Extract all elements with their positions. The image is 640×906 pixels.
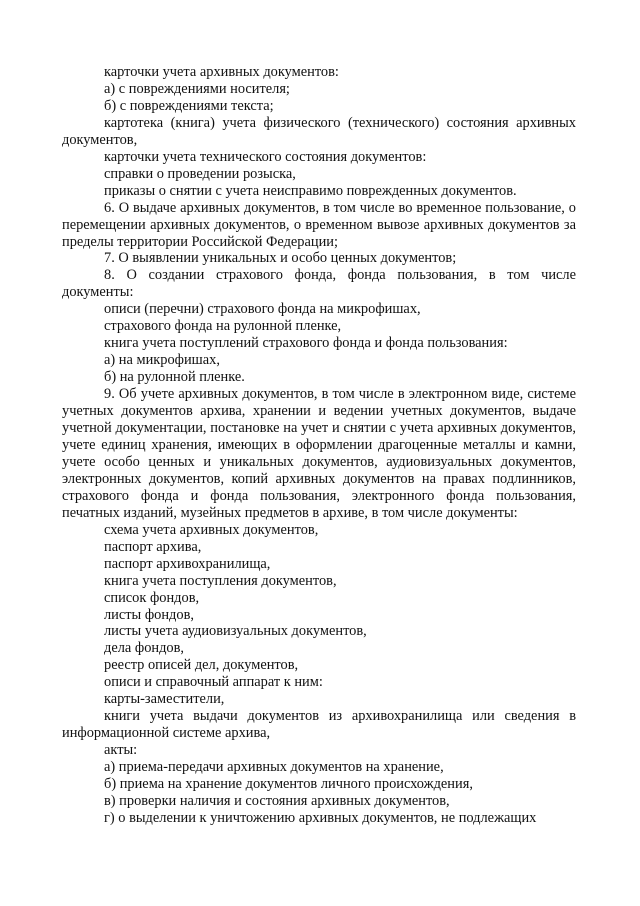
paragraph-acts: акты: [104, 742, 138, 759]
document-body [62, 64, 576, 827]
paragraph-technical-state-cards: карточки учета технического состояния документов: [104, 148, 427, 165]
paragraph-inventories-reference: описи и справочный аппарат к ним: [104, 674, 323, 691]
list-item-d-destruction: г) о выделении к уничтожению архивных документов, не подлежащих [104, 809, 537, 826]
paragraph-archive-passport: паспорт архива, [104, 538, 202, 555]
paragraph-receipts-book: книга учета поступления документов, [104, 572, 337, 589]
paragraph-audiovisual-sheets: листы учета аудиовизуальных документов, [104, 623, 367, 640]
paragraph-fund-sheets: листы фондов, [104, 606, 194, 623]
paragraph-accounting-scheme: схема учета архивных документов, [104, 521, 319, 538]
list-item-a-microfiche: а) на микрофишах, [104, 352, 220, 369]
paragraph-issuance-books: книги учета выдачи документов из архивохранилища или сведения в информационной системе архива, [62, 708, 576, 742]
paragraph-microfiche-inventories: описи (перечни) страхового фонда на микрофишах, [104, 301, 421, 318]
list-item-b-personal-origin: б) приема на хранение документов личного происхождения, [104, 776, 473, 793]
paragraph-fund-receipts-book: книга учета поступлений страхового фонда и фонда пользования: [104, 335, 508, 352]
paragraph-search-certificates: справки о проведении розыска, [104, 165, 296, 182]
list-item-a-carrier-damage: а) с повреждениями носителя; [104, 80, 290, 97]
section-9-accounting: 9. Об учете архивных документов, в том числе в электронном виде, системе учетных документов архива, хранении и ведении учетных документов, выдаче учетной документации, постановке на учет и снятии с учета архивных документов, учете единиц хранения, имеющих в оформлении драгоценные металлы и камни, учете особо ценных и уникальных документов, аудиовизуальных документов, электронных документов, копий архивных документов на правах подлинников, страхового фонда и фонда пользования, электронного фонда пользования, печатных изданий, музейных предметов в архиве, в том числе документы: [62, 386, 576, 521]
list-item-b-text-damage: б) с повреждениями текста; [104, 97, 274, 114]
list-item-a-transfer-acts: а) приема-передачи архивных документов на хранение, [104, 759, 444, 776]
paragraph-fund-list: список фондов, [104, 589, 200, 606]
paragraph-accounting-cards: карточки учета архивных документов: [104, 64, 339, 80]
paragraph-substitute-cards: карты-заместители, [104, 691, 225, 708]
paragraph-inventory-register: реестр описей дел, документов, [104, 657, 299, 674]
section-7-unique-documents: 7. О выявлении уникальных и особо ценных документов; [104, 250, 457, 267]
section-8-insurance-fund: 8. О создании страхового фонда, фонда пользования, в том числе документы: [62, 267, 576, 301]
list-item-c-availability-check: в) проверки наличия и состояния архивных документов, [104, 792, 450, 809]
paragraph-deregistration-orders: приказы о снятии с учета неисправимо поврежденных документов. [104, 182, 517, 199]
paragraph-storage-passport: паспорт архивохранилища, [104, 555, 271, 572]
list-item-b-roll-film: б) на рулонной пленке. [104, 369, 245, 386]
section-6-issuance: 6. О выдаче архивных документов, в том числе во временное пользование, о перемещении архивных документов, о временном вывозе архивных документов за пределы территории Российской Федерации; [62, 199, 576, 250]
paragraph-roll-film-fund: страхового фонда на рулонной пленке, [104, 318, 342, 335]
paragraph-fund-files: дела фондов, [104, 640, 185, 657]
paragraph-physical-state-index: картотека (книга) учета физического (технического) состояния архивных документов, [62, 114, 576, 148]
